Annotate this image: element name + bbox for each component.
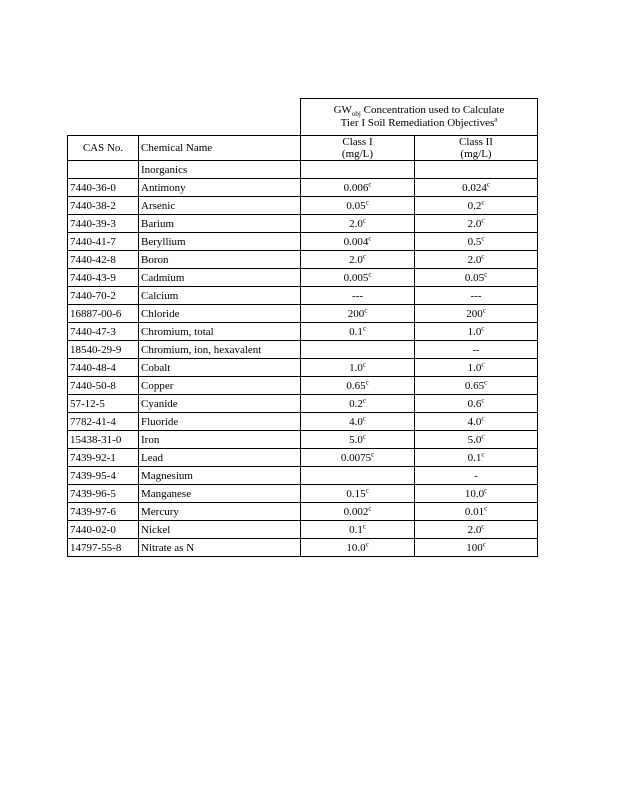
gw-header-line2: Tier I Soil Remediation Objectives xyxy=(340,117,495,129)
class2-footnote: c xyxy=(486,179,490,188)
class2-footnote: c xyxy=(481,323,485,332)
cas-cell xyxy=(68,251,139,269)
class2-footnote: c xyxy=(481,449,485,458)
chemical-name-cell xyxy=(139,395,301,413)
class2-cell xyxy=(415,485,538,503)
table-row xyxy=(68,485,538,503)
class2-label: Class II xyxy=(459,136,493,148)
chemical-name: Barium xyxy=(141,217,174,230)
class1-footnote: c xyxy=(362,413,366,422)
class1-footnote: c xyxy=(368,503,372,512)
chemical-name: Lead xyxy=(141,451,163,464)
class2-value: 0.5 xyxy=(467,235,482,248)
chemical-name-cell xyxy=(139,521,301,539)
table-row xyxy=(68,341,538,359)
class1-value: --- xyxy=(352,289,363,302)
chemical-name-cell xyxy=(139,485,301,503)
cas-number: 7440-48-4 xyxy=(70,361,116,374)
class2-value: -- xyxy=(472,343,480,356)
class2-cell xyxy=(415,395,538,413)
table-row xyxy=(68,449,538,467)
class2-footnote: c xyxy=(482,539,486,548)
class1-cell xyxy=(301,521,415,539)
chemical-name-cell xyxy=(139,449,301,467)
class1-value: 0.002 xyxy=(343,505,369,518)
cas-number: 7439-95-4 xyxy=(70,469,116,482)
table-row xyxy=(68,521,538,539)
class1-value: 0.05 xyxy=(346,199,366,212)
table-row xyxy=(68,323,538,341)
cas-number: 18540-29-9 xyxy=(70,343,122,356)
class1-unit: (mg/L) xyxy=(341,148,374,160)
class2-value: 0.1 xyxy=(467,451,482,464)
chemical-name-cell xyxy=(139,269,301,287)
class1-footnote: c xyxy=(365,377,369,386)
column-header-row xyxy=(68,136,538,161)
chemical-name: Mercury xyxy=(141,505,179,518)
class1-cell xyxy=(301,233,415,251)
class1-value: 200 xyxy=(347,307,365,320)
chemical-name-cell xyxy=(139,503,301,521)
table-row xyxy=(68,305,538,323)
cas-cell xyxy=(68,413,139,431)
class1-cell xyxy=(301,305,415,323)
table-row xyxy=(68,377,538,395)
cas-cell xyxy=(68,431,139,449)
class2-value: 0.2 xyxy=(467,199,482,212)
section-row xyxy=(68,161,538,179)
chemical-name-cell xyxy=(139,539,301,557)
chemical-name-cell xyxy=(139,197,301,215)
cas-cell xyxy=(68,449,139,467)
cas-number: 7440-02-0 xyxy=(70,523,116,536)
class1-footnote: c xyxy=(365,485,369,494)
class1-footnote: c xyxy=(365,197,369,206)
chemical-name: Fluoride xyxy=(141,415,179,428)
class1-value: 2.0 xyxy=(349,253,363,266)
chemical-name: Copper xyxy=(141,379,174,392)
chemical-name: Boron xyxy=(141,253,169,266)
class1-footnote: c xyxy=(368,179,372,188)
class2-cell xyxy=(415,377,538,395)
chemical-name: Chloride xyxy=(141,307,180,320)
class1-cell xyxy=(301,431,415,449)
class1-value: 1.0 xyxy=(349,361,363,374)
class1-cell xyxy=(301,197,415,215)
class2-value: 2.0 xyxy=(467,253,482,266)
table-row xyxy=(68,359,538,377)
class1-footnote: c xyxy=(368,269,372,278)
chemical-name-cell xyxy=(139,413,301,431)
cas-cell xyxy=(68,323,139,341)
class1-footnote: c xyxy=(362,431,366,440)
cas-number: 7439-92-1 xyxy=(70,451,116,464)
table-row xyxy=(68,251,538,269)
class2-footnote: c xyxy=(481,359,485,368)
table-row xyxy=(68,539,538,557)
cas-cell xyxy=(68,215,139,233)
class2-unit: (mg/L) xyxy=(460,148,492,160)
gw-header-main: Concentration used to Calculate xyxy=(360,104,505,116)
class1-cell xyxy=(301,377,415,395)
class2-cell xyxy=(415,287,538,305)
class1-cell xyxy=(301,413,415,431)
blank-corner xyxy=(68,99,301,136)
table-row xyxy=(68,269,538,287)
cas-cell xyxy=(68,521,139,539)
chemical-name: Magnesium xyxy=(141,469,193,482)
class2-value: 2.0 xyxy=(467,523,482,536)
class2-value: 4.0 xyxy=(467,415,482,428)
cas-cell xyxy=(68,341,139,359)
class1-cell xyxy=(301,485,415,503)
chemical-name-cell xyxy=(139,287,301,305)
class2-value: --- xyxy=(470,289,482,302)
cas-number: 57-12-5 xyxy=(70,397,105,410)
class1-cell xyxy=(301,269,415,287)
class1-value: 0.005 xyxy=(343,271,369,284)
chemical-name-cell xyxy=(139,251,301,269)
class2-cell xyxy=(415,197,538,215)
class2-cell xyxy=(415,269,538,287)
chemical-name: Calcium xyxy=(141,289,179,302)
class2-footnote: c xyxy=(481,521,485,530)
cas-cell xyxy=(68,539,139,557)
cas-cell xyxy=(68,269,139,287)
class1-cell xyxy=(301,251,415,269)
class2-cell xyxy=(415,323,538,341)
cas-cell xyxy=(68,467,139,485)
chemical-name: Arsenic xyxy=(141,199,176,212)
chemical-name-column-header: Chemical Name xyxy=(139,136,301,161)
class2-footnote: c xyxy=(481,431,485,440)
class2-value: 0.01 xyxy=(464,505,485,518)
class2-cell xyxy=(415,215,538,233)
table-row xyxy=(68,215,538,233)
class2-column-header xyxy=(415,136,538,161)
class2-cell xyxy=(415,449,538,467)
class2-value: - xyxy=(474,469,478,482)
class1-value: 0.15 xyxy=(346,487,366,500)
class1-cell xyxy=(301,503,415,521)
chemical-name-cell xyxy=(139,215,301,233)
class2-footnote: c xyxy=(484,485,488,494)
class1-cell xyxy=(301,539,415,557)
class1-footnote: c xyxy=(362,395,366,404)
chemical-name: Cadmium xyxy=(141,271,185,284)
class1-cell xyxy=(301,467,415,485)
cas-cell xyxy=(68,485,139,503)
class2-cell xyxy=(415,521,538,539)
class1-cell xyxy=(301,341,415,359)
chemical-name: Antimony xyxy=(141,181,186,194)
class1-cell xyxy=(301,395,415,413)
class2-cell xyxy=(415,431,538,449)
cas-cell xyxy=(68,179,139,197)
class2-cell xyxy=(415,233,538,251)
cas-number: 16887-00-6 xyxy=(70,307,122,320)
class2-value: 1.0 xyxy=(467,361,482,374)
cas-cell xyxy=(68,395,139,413)
chemical-name-cell xyxy=(139,341,301,359)
class1-column-header xyxy=(301,136,415,161)
class1-footnote: c xyxy=(368,233,372,242)
chemical-name: Manganese xyxy=(141,487,192,500)
group-header-row xyxy=(68,99,538,136)
class1-footnote: c xyxy=(362,215,366,224)
class2-footnote: c xyxy=(481,197,485,206)
class1-cell xyxy=(301,287,415,305)
table-row xyxy=(68,197,538,215)
cas-cell xyxy=(68,305,139,323)
table-row xyxy=(68,179,538,197)
class2-cell xyxy=(415,179,538,197)
class1-footnote: c xyxy=(371,449,375,458)
cas-number: 7440-50-8 xyxy=(70,379,116,392)
chemical-name-cell xyxy=(139,467,301,485)
table-row xyxy=(68,233,538,251)
class1-value: 5.0 xyxy=(349,433,363,446)
gw-subscript: obj xyxy=(351,110,361,119)
class2-value: 0.024 xyxy=(462,181,487,194)
class2-footnote: c xyxy=(481,413,485,422)
cas-number: 7440-38-2 xyxy=(70,199,116,212)
chemical-name: Chromium, ion, hexavalent xyxy=(141,343,262,356)
cas-cell xyxy=(68,233,139,251)
chemical-name-cell xyxy=(139,323,301,341)
class1-footnote: c xyxy=(362,521,366,530)
cas-number: 15438-31-0 xyxy=(70,433,122,446)
class2-cell xyxy=(415,467,538,485)
class2-value: 1.0 xyxy=(467,325,482,338)
class2-value: 200 xyxy=(466,307,483,320)
cas-number: 7440-43-9 xyxy=(70,271,116,284)
class1-value: 2.0 xyxy=(349,217,363,230)
class2-footnote: c xyxy=(481,215,485,224)
class2-footnote: c xyxy=(481,233,485,242)
class1-value: 0.1 xyxy=(349,523,363,536)
class2-cell xyxy=(415,359,538,377)
chemical-name-cell xyxy=(139,359,301,377)
chemical-name: Nitrate as N xyxy=(141,541,195,554)
class2-value: 2.0 xyxy=(467,217,482,230)
gw-header-footnote: a xyxy=(494,115,498,124)
class2-cell xyxy=(415,539,538,557)
cas-number: 7439-97-6 xyxy=(70,505,116,518)
table-row xyxy=(68,395,538,413)
class1-cell xyxy=(301,359,415,377)
gw-obj-group-header xyxy=(301,99,538,136)
class1-value: 0.006 xyxy=(343,181,369,194)
cas-cell xyxy=(68,377,139,395)
cas-number: 7439-96-5 xyxy=(70,487,116,500)
class2-footnote: c xyxy=(481,395,485,404)
cas-number: 7440-42-8 xyxy=(70,253,116,266)
cas-cell xyxy=(68,197,139,215)
class1-footnote: c xyxy=(362,251,366,260)
class2-cell xyxy=(415,413,538,431)
chemical-name: Beryllium xyxy=(141,235,186,248)
class2-footnote: c xyxy=(484,377,488,386)
cas-number: 14797-55-8 xyxy=(70,541,122,554)
class2-value: 100 xyxy=(466,541,483,554)
gw-prefix: GW xyxy=(333,104,352,116)
cas-cell xyxy=(68,287,139,305)
class1-footnote: c xyxy=(362,359,366,368)
table-row xyxy=(68,413,538,431)
section-class1-cell xyxy=(301,161,415,179)
cas-number: 7782-41-4 xyxy=(70,415,116,428)
class1-value: 0.0075 xyxy=(340,451,372,464)
chemical-name: Iron xyxy=(141,433,160,446)
chemical-name: Nickel xyxy=(141,523,171,536)
class2-cell xyxy=(415,251,538,269)
class1-value: 0.1 xyxy=(349,325,363,338)
cas-number: 7440-41-7 xyxy=(70,235,116,248)
class1-footnote: c xyxy=(364,305,368,314)
chemical-name: Cyanide xyxy=(141,397,178,410)
cas-column-header: CAS No. xyxy=(68,136,139,161)
cas-cell xyxy=(68,503,139,521)
cas-cell xyxy=(68,359,139,377)
class2-value: 5.0 xyxy=(467,433,482,446)
class2-value: 10.0 xyxy=(464,487,485,500)
section-class2-cell xyxy=(415,161,538,179)
chemical-name-cell xyxy=(139,305,301,323)
chemical-name-cell xyxy=(139,179,301,197)
cas-number: 7440-47-3 xyxy=(70,325,116,338)
chemical-name-cell xyxy=(139,431,301,449)
class2-footnote: c xyxy=(482,305,486,314)
class2-footnote: c xyxy=(484,269,488,278)
class2-footnote: c xyxy=(481,251,485,260)
class2-cell xyxy=(415,503,538,521)
class1-footnote: c xyxy=(365,539,369,548)
table-row xyxy=(68,467,538,485)
class2-footnote: c xyxy=(484,503,488,512)
class1-value: 0.65 xyxy=(346,379,366,392)
chemical-name: Chromium, total xyxy=(141,325,214,338)
class1-cell xyxy=(301,449,415,467)
table-row xyxy=(68,287,538,305)
table-row xyxy=(68,431,538,449)
class2-value: 0.65 xyxy=(464,379,485,392)
class1-cell xyxy=(301,215,415,233)
class2-value: 0.05 xyxy=(464,271,485,284)
cas-number: 7440-36-0 xyxy=(70,181,116,194)
chemical-name-cell xyxy=(139,377,301,395)
class2-value: 0.6 xyxy=(467,397,482,410)
remediation-objectives-table xyxy=(67,98,538,557)
class1-footnote: c xyxy=(362,323,366,332)
section-cas-cell xyxy=(68,161,139,179)
class2-cell xyxy=(415,341,538,359)
class1-label: Class I xyxy=(342,136,373,148)
chemical-name: Cobalt xyxy=(141,361,171,374)
class1-value: 0.004 xyxy=(343,235,369,248)
chemical-name-cell xyxy=(139,233,301,251)
class1-value: 0.2 xyxy=(349,397,363,410)
class1-cell xyxy=(301,323,415,341)
table-row xyxy=(68,503,538,521)
class1-cell xyxy=(301,179,415,197)
class1-value: 4.0 xyxy=(349,415,363,428)
class2-cell xyxy=(415,305,538,323)
section-title: Inorganics xyxy=(139,161,301,179)
cas-number: 7440-39-3 xyxy=(70,217,116,230)
class1-value: 10.0 xyxy=(346,541,366,554)
cas-number: 7440-70-2 xyxy=(70,289,116,302)
